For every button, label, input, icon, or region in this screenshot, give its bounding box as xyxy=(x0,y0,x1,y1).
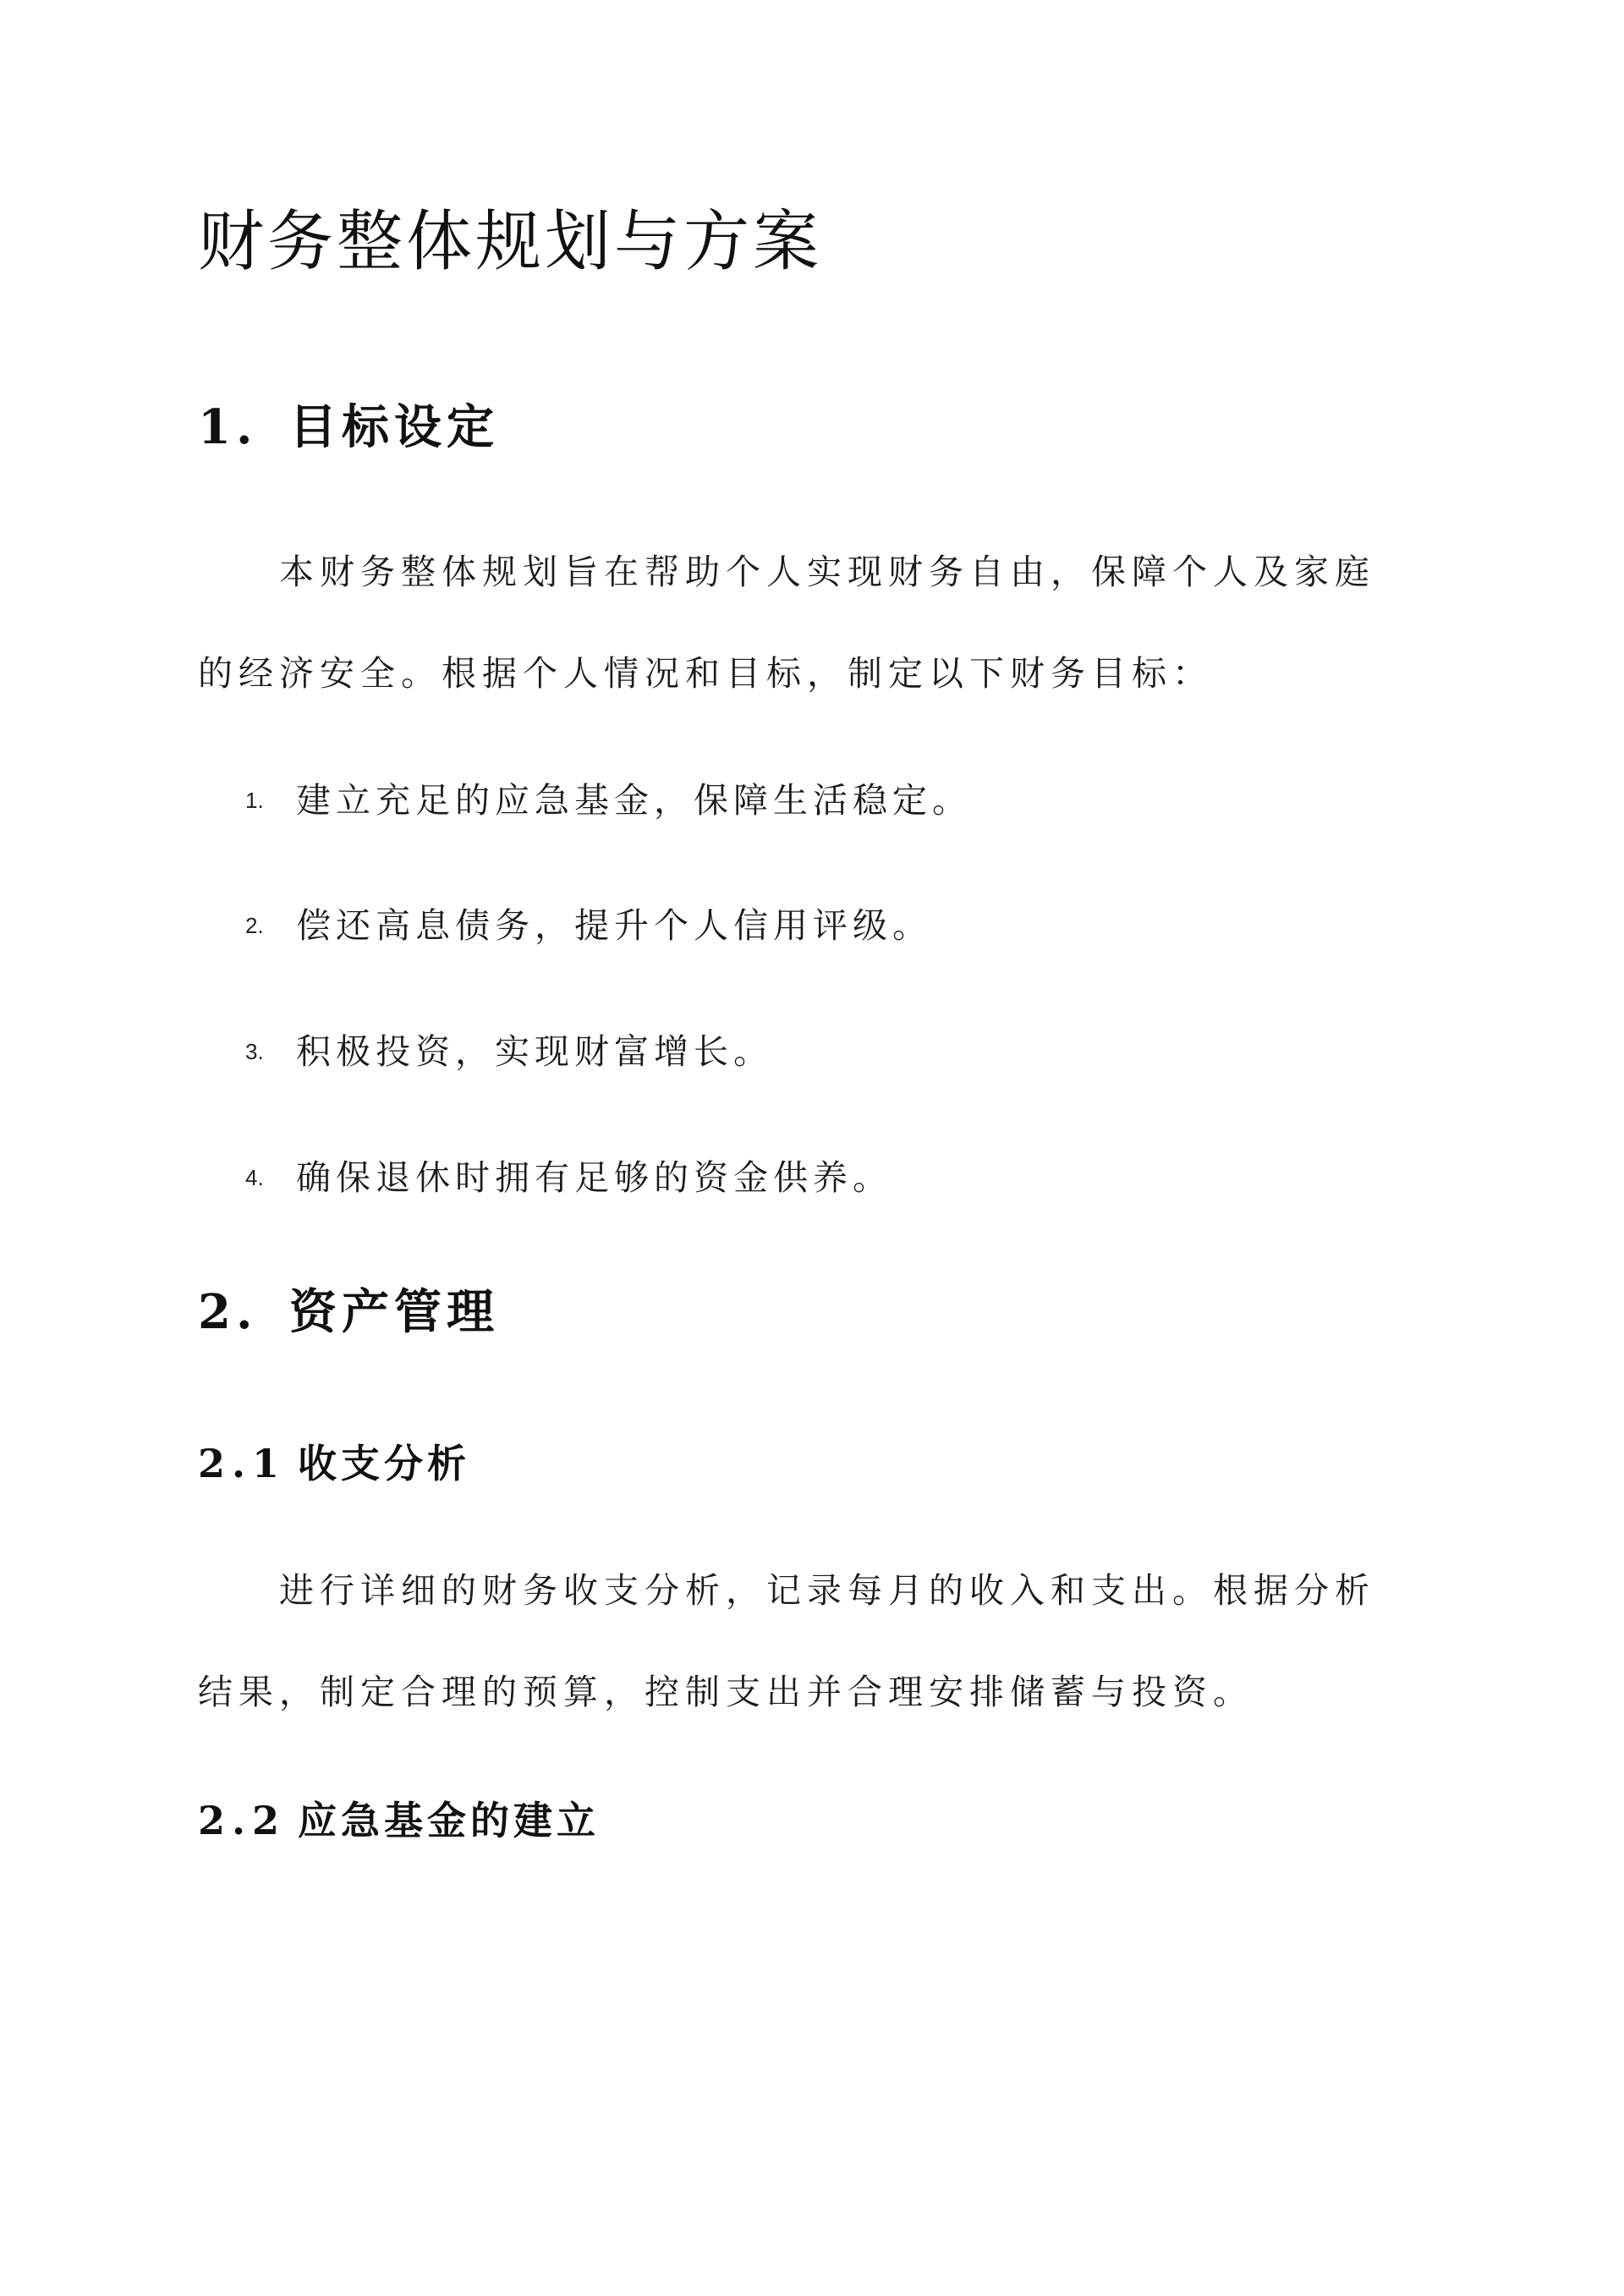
paragraph-line: 本财务整体规划旨在帮助个人实现财务自由，保障个人及家庭 xyxy=(279,552,1375,592)
subsection-number: 2.2 xyxy=(198,1798,287,1843)
section-title: 目标设定 xyxy=(289,399,499,455)
section-number: 2. xyxy=(198,1284,258,1340)
paragraph-line: 进行详细的财务收支分析，记录每月的收入和支出。根据分析 xyxy=(279,1570,1375,1611)
paragraph-line: 结果，制定合理的预算，控制支出并合理安排储蓄与投资。 xyxy=(198,1672,1254,1712)
list-item: 偿还高息债务，提升个人信用评级。 xyxy=(296,905,932,946)
list-item-number: 4. xyxy=(245,1165,264,1190)
list-item-number: 2. xyxy=(245,913,264,938)
list-item: 建立充足的应急基金，保障生活稳定。 xyxy=(296,780,972,821)
subsection-number: 2.1 xyxy=(198,1441,287,1486)
list-item: 积极投资，实现财富增长。 xyxy=(296,1031,773,1072)
subsection-title: 收支分析 xyxy=(298,1441,470,1486)
section-number: 1. xyxy=(198,399,258,455)
section-heading-goal-setting xyxy=(198,398,499,457)
list-item-number: 3. xyxy=(245,1039,264,1064)
paragraph-line: 的经济安全。根据个人情况和目标，制定以下财务目标： xyxy=(198,653,1213,694)
subsection-heading-emergency-fund xyxy=(198,1795,600,1846)
document-title: 财务整体规划与方案 xyxy=(198,204,823,280)
subsection-title: 应急基金的建立 xyxy=(298,1798,600,1843)
section-heading-asset-management xyxy=(198,1283,499,1342)
list-item: 确保退休时拥有足够的资金供养。 xyxy=(296,1157,892,1198)
section-title: 资产管理 xyxy=(289,1284,499,1340)
subsection-heading-income-expense xyxy=(198,1438,470,1489)
list-item-number: 1. xyxy=(245,788,264,813)
